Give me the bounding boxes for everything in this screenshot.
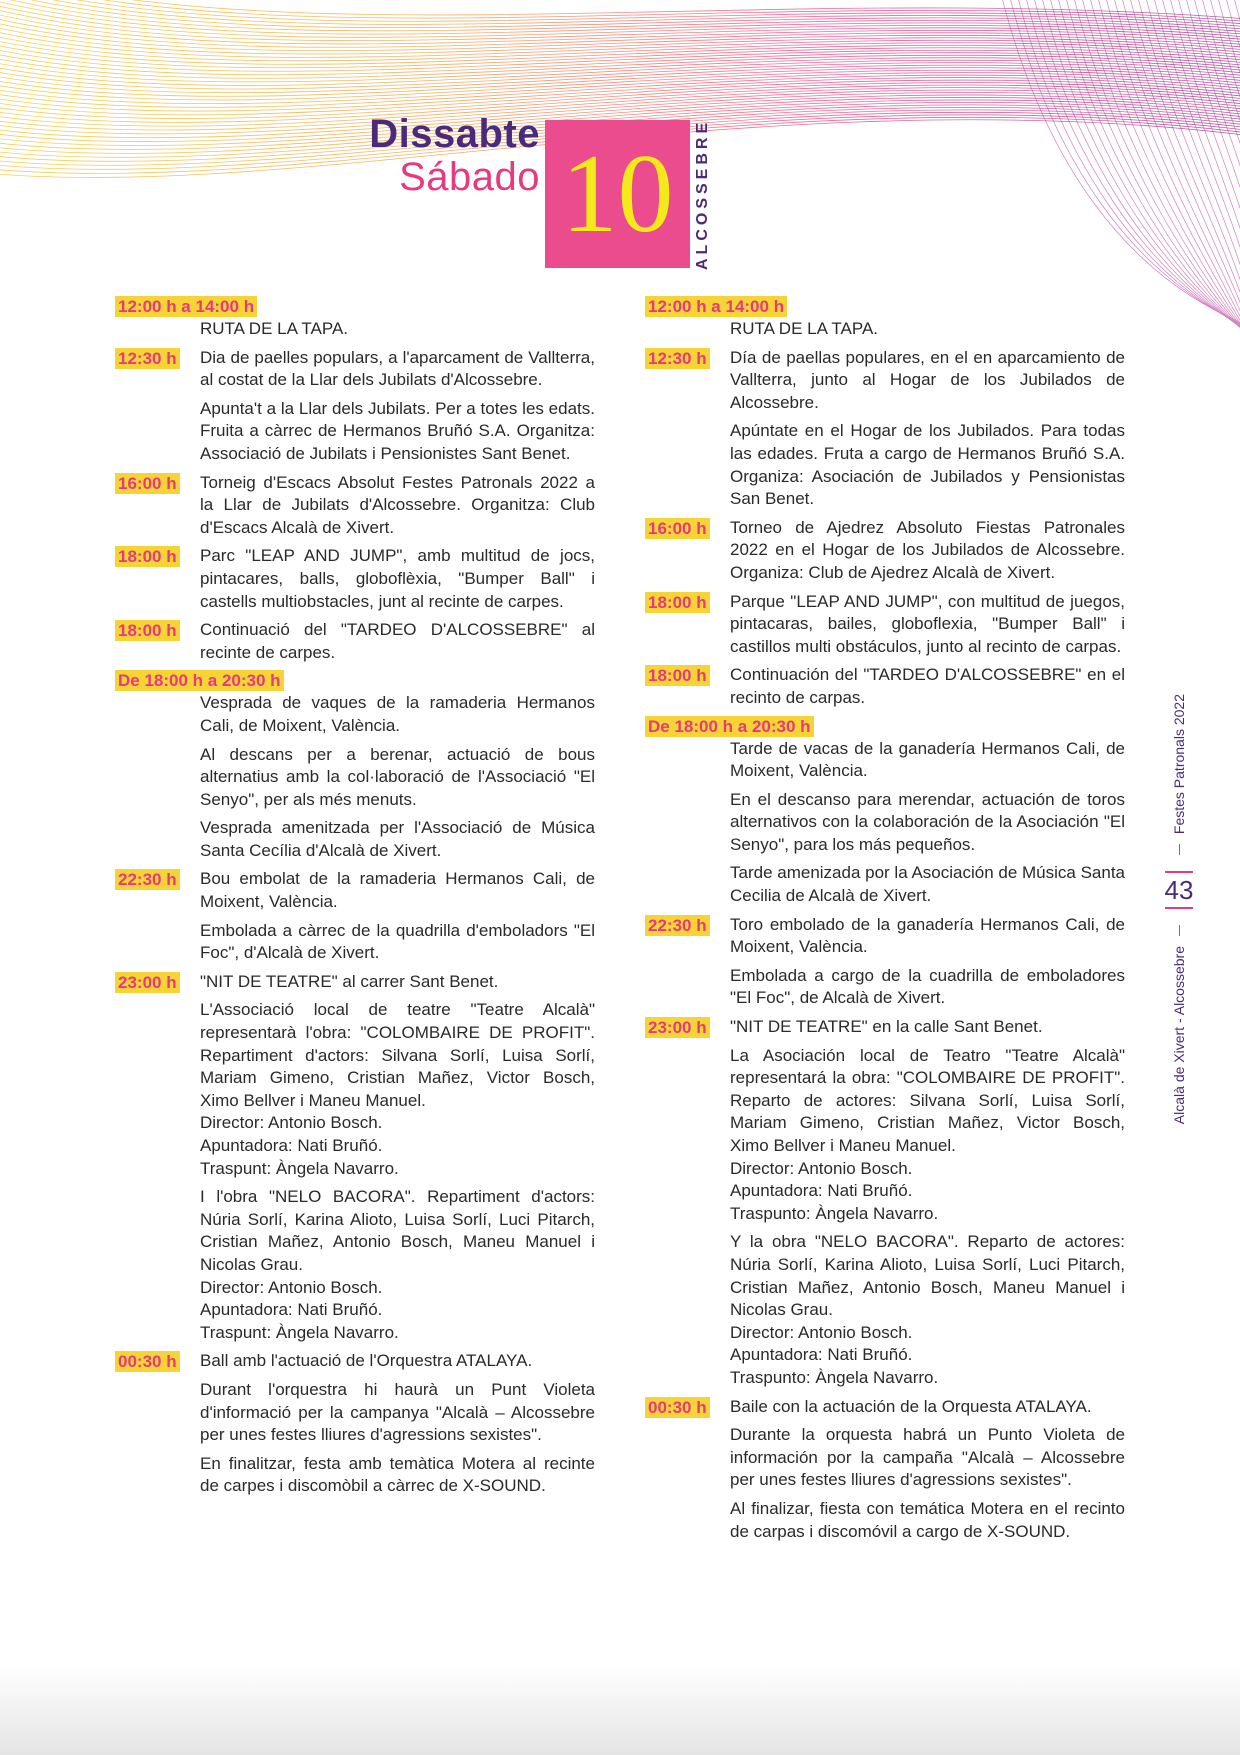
time-badge: 12:30 h <box>115 348 180 369</box>
day-title-spanish: Sábado <box>399 155 540 199</box>
time-badge: De 18:00 h a 20:30 h <box>645 716 814 737</box>
event-description: Embolada a cargo de la cuadrilla de emboladores "El Foc", de Alcalà de Xivert. <box>730 965 1125 1008</box>
event-description: RUTA DE LA TAPA. <box>730 319 879 338</box>
schedule-entry <box>645 517 1125 585</box>
time-badge: 18:00 h <box>645 592 710 613</box>
schedule-entry <box>645 347 1125 511</box>
event-description: Y la obra "NELO BACORA". Reparto de actores: Núria Sorlí, Karina Alioto, Luisa Sorlí, Luci Pitarch, Cristian Mañez, Antonio Bosch, Maneu Manuel i Nicolas Grau. Director: Antonio Bosch. Apuntadora: Nati Bruñó. Traspunto: Àngela Navarro. <box>730 1232 1125 1387</box>
event-description: Toro embolado de la ganadería Hermanos Cali, de Moixent, València. <box>730 914 1125 957</box>
event-description: Vesprada amenitzada per l'Associació de Música Santa Cecília d'Alcalà de Xivert. <box>200 818 595 860</box>
time-badge: 12:00 h a 14:00 h <box>115 296 257 317</box>
page-header <box>0 0 1240 280</box>
time-badge: 22:30 h <box>115 869 180 890</box>
schedule-entry <box>645 716 1125 908</box>
schedule-entry <box>115 868 595 964</box>
schedule-entry <box>115 472 595 540</box>
time-badge: 18:00 h <box>645 665 710 686</box>
event-description: Parque "LEAP AND JUMP", con multitud de juegos, pintacaras, bailes, globoflexia, "Bumper Ball" i castillos multi obstáculos, junto al recinto de carpas. <box>730 591 1125 656</box>
time-badge: 22:30 h <box>645 915 710 936</box>
schedule-entry <box>115 1350 595 1498</box>
event-description: Tarde amenizada por la Asociación de Música Santa Cecilia de Alcalà de Xivert. <box>730 863 1126 906</box>
schedule-column-catalan <box>115 296 595 1504</box>
schedule-entry <box>645 296 1125 341</box>
event-description: En el descanso para merendar, actuación de toros alternativos con la colaboración de la Asociación "El Senyo", para los más pequeños. <box>730 789 1125 854</box>
page-number: 43 <box>1165 871 1194 909</box>
time-badge: 16:00 h <box>115 473 180 494</box>
event-description: L'Associació local de teatre "Teatre Alcalà" representarà l'obra: "COLOMBAIRE DE PROFIT". Repartiment d'actors: Silvana Sorlí, Luisa Sorlí, Mariam Gimeno, Cristian Mañez, Victor Bosch, Ximo Bellver i Maneu Manuel. Director: Antonio Bosch. Apuntadora: Nati Bruñó. Traspunt: Àngela Navarro. <box>200 1000 595 1178</box>
event-description: Parc "LEAP AND JUMP", amb multitud de jocs, pintacares, balls, globoflèxia, "Bumper Ball" i castells multiobstacles, junt al recinte de carpes. <box>200 546 595 611</box>
side-footer <box>1165 694 1193 1124</box>
side-divider <box>1179 925 1180 936</box>
schedule-entry <box>645 1396 1125 1544</box>
day-number-badge: 10 <box>545 120 690 268</box>
event-description: Apunta't a la Llar dels Jubilats. Per a totes les edats. Fruita a càrrec de Hermanos Bruñó S.A. Organitza: Associació de Jubilats i Pensionistes Sant Benet. <box>200 398 595 463</box>
schedule-entry <box>115 347 595 466</box>
time-badge: 23:00 h <box>645 1017 710 1038</box>
time-badge: 00:30 h <box>115 1351 180 1372</box>
schedule-entry <box>645 591 1125 659</box>
time-badge: 18:00 h <box>115 546 180 567</box>
event-description: En finalitzar, festa amb temàtica Motera al recinte de carpes i discomòbil a càrrec de X-SOUND. <box>200 1453 595 1496</box>
time-badge: 12:00 h a 14:00 h <box>645 296 787 317</box>
schedule-entry <box>645 664 1125 709</box>
event-description: Dia de paelles populars, a l'aparcament de Vallterra, al costat de la Llar dels Jubilats d'Alcossebre. <box>200 347 595 390</box>
side-divider <box>1179 844 1180 855</box>
location-name: Alcalà de Xivert - Alcossebre <box>1171 945 1187 1124</box>
event-description: "NIT DE TEATRE" al carrer Sant Benet. <box>200 971 499 991</box>
time-badge: 00:30 h <box>645 1397 710 1418</box>
event-description: RUTA DE LA TAPA. <box>200 319 349 338</box>
event-description: Bou embolat de la ramaderia Hermanos Cali, de Moixent, València. <box>200 869 595 912</box>
event-description: Apúntate en el Hogar de los Jubilados. Para todas las edades. Fruta a cargo de Hermanos Bruñó S.A. Organiza: Asociación de Jubilados y Pensionistas San Benet. <box>730 421 1125 509</box>
schedule-entry <box>645 1016 1125 1390</box>
event-description: Continuació del "TARDEO D'ALCOSSEBRE" al recinte de carpes. <box>200 620 595 662</box>
time-badge: 12:30 h <box>645 348 710 369</box>
event-description: La Asociación local de Teatro "Teatre Alcalà" representará la obra: "COLOMBAIRE DE PROFIT". Reparto de actores: Silvana Sorlí, Luisa Sorlí, Mariam Gimeno, Cristian Mañez, Victor Bosch, Ximo Bellver i Maneu Manuel. Director: Antonio Bosch. Apuntadora: Nati Bruñó. Traspunto: Àngela Navarro. <box>730 1045 1125 1223</box>
town-label: ALCOSSEBRE <box>694 118 711 270</box>
event-description: Baile con la actuación de la Orquesta ATALAYA. <box>730 1396 1092 1416</box>
time-badge: 16:00 h <box>645 518 710 539</box>
event-description: Continuación del "TARDEO D'ALCOSSEBRE" en el recinto de carpas. <box>730 665 1125 707</box>
event-description: Al finalizar, fiesta con temática Motera en el recinto de carpas i discomóvil a cargo de X-SOUND. <box>730 1498 1125 1541</box>
schedule-entry <box>115 545 595 613</box>
event-description: Ball amb l'actuació de l'Orquestra ATALAYA. <box>200 1351 533 1371</box>
bottom-shade <box>0 1665 1240 1755</box>
event-description: Durante la orquesta habrá un Punto Violeta de información por la campaña "Alcalà – Alcossebre per unes festes lliures d'agressions sexistes". <box>730 1425 1125 1490</box>
event-description: I l'obra "NELO BACORA". Repartiment d'actors: Núria Sorlí, Karina Alioto, Luisa Sorlí, Luci Pitarch, Cristian Mañez, Antonio Bosch, Maneu Manuel i Nicolas Grau. Director: Antonio Bosch. Apuntadora: Nati Bruñó. Traspunt: Àngela Navarro. <box>200 1187 595 1342</box>
event-description: Embolada a càrrec de la quadrilla d'emboladors "El Foc", d'Alcalà de Xivert. <box>200 920 595 963</box>
time-badge: 23:00 h <box>115 972 180 993</box>
schedule-entry <box>115 296 595 341</box>
event-description: Durant l'orquestra hi haurà un Punt Violeta d'informació per la campanya "Alcalà – Alcossebre per unes festes lliures d'agressions sexistes". <box>200 1379 595 1445</box>
event-description: Vesprada de vaques de la ramaderia Hermanos Cali, de Moixent, València. <box>200 693 595 735</box>
event-description: Al descans per a berenar, actuació de bous alternatius amb la col·laboració de l'Associació "El Senyo", per als més menuts. <box>200 744 595 809</box>
time-badge: 18:00 h <box>115 620 180 641</box>
event-description: Tarde de vacas de la ganadería Hermanos Cali, de Moixent, València. <box>730 738 1125 781</box>
schedule-entry <box>645 914 1125 1010</box>
schedule-entry <box>115 971 595 1345</box>
event-description: Torneo de Ajedrez Absoluto Fiestas Patronales 2022 en el Hogar de los Jubilados de Alcossebre. Organiza: Club de Ajedrez Alcalà de Xivert. <box>730 517 1125 582</box>
event-description: Torneig d'Escacs Absolut Festes Patronals 2022 a la Llar de Jubilats d'Alcossebre. Organitza: Club d'Escacs Alcalà de Xivert. <box>200 472 595 537</box>
event-description: "NIT DE TEATRE" en la calle Sant Benet. <box>730 1017 1043 1037</box>
event-description: Día de paellas populares, en el en aparcamiento de Vallterra, junto al Hogar de los Jubilados de Alcossebre. <box>730 347 1125 412</box>
festival-name: Festes Patronals 2022 <box>1171 694 1187 835</box>
schedule-entry <box>115 619 595 664</box>
schedule-entry <box>115 670 595 862</box>
day-title-catalan: Dissabte <box>369 112 540 156</box>
time-badge: De 18:00 h a 20:30 h <box>115 670 284 691</box>
schedule-column-spanish <box>645 296 1125 1549</box>
